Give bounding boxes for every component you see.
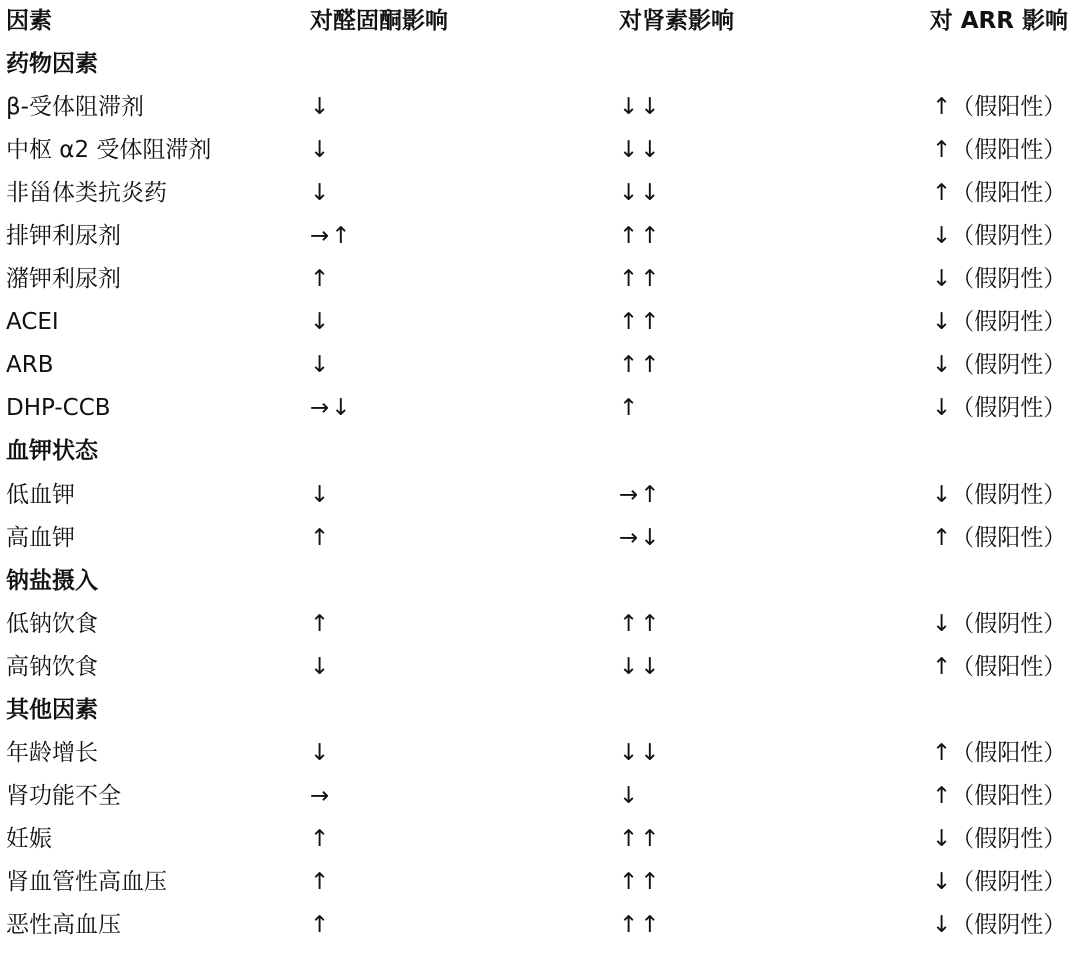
renin-effect-cell: ↑↑ [619,309,662,336]
table-row [0,129,1080,172]
section-title: 药物因素 [6,51,98,78]
header-arr-effect: 对 ARR 影响 [929,8,1068,35]
header-factor: 因素 [6,8,52,35]
arr-effect-cell: ↑（假阳性） [932,782,1067,809]
factor-cell: 中枢 α2 受体阻滞剂 [6,137,212,164]
table-body [0,43,1080,947]
aldosterone-effect-cell: →↑ [310,223,353,250]
arr-effect-cell: ↑（假阳性） [932,180,1067,207]
aldosterone-effect-cell: ↓ [310,137,332,164]
aldosterone-effect-cell: ↑ [310,825,332,852]
renin-effect-cell: →↓ [619,524,662,551]
renin-effect-cell: ↑↑ [619,868,662,895]
aldosterone-effect-cell: ↓ [310,180,332,207]
arr-effect-cell: ↓（假阴性） [932,481,1067,508]
table-row [0,387,1080,430]
renin-effect-cell: ↓↓ [619,653,662,680]
factor-cell: 排钾利尿剂 [6,223,121,250]
factor-cell: 年龄增长 [6,739,98,766]
table-row [0,258,1080,301]
factor-cell: ARB [6,352,54,379]
arr-effect-cell: ↑（假阳性） [932,137,1067,164]
factor-cell: 低血钾 [6,481,75,508]
renin-effect-cell: ↑↑ [619,610,662,637]
arr-effect-cell: ↑（假阳性） [932,653,1067,680]
aldosterone-effect-cell: ↑ [310,868,332,895]
arr-effect-cell: ↓（假阴性） [932,352,1067,379]
renin-effect-cell: ↑↑ [619,912,662,938]
factor-cell: 潴钾利尿剂 [6,266,121,293]
arr-effect-cell: ↓（假阴性） [932,266,1067,293]
aldosterone-effect-cell: ↑ [310,912,332,938]
renin-effect-cell: ↓↓ [619,739,662,766]
renin-effect-cell: ↓↓ [619,137,662,164]
aldosterone-effect-cell: ↓ [310,352,332,379]
aldosterone-effect-cell: ↓ [310,309,332,336]
aldosterone-effect-cell: ↓ [310,739,332,766]
arr-effect-cell: ↓（假阴性） [932,825,1067,852]
renin-effect-cell: →↑ [619,481,662,508]
section-row [0,689,1080,732]
factor-cell: 肾功能不全 [6,782,121,809]
aldosterone-effect-cell: ↑ [310,524,332,551]
aldosterone-effect-cell: ↑ [310,610,332,637]
table-row [0,646,1080,689]
aldosterone-effect-cell: ↓ [310,94,332,121]
arr-effect-cell: ↓（假阴性） [932,610,1067,637]
table-row [0,301,1080,344]
section-row [0,560,1080,603]
section-title: 其他因素 [6,696,98,723]
table-row [0,474,1080,517]
table-header-row [0,0,1080,43]
factor-cell: 肾血管性高血压 [6,868,167,895]
factor-cell: 非甾体类抗炎药 [6,180,167,207]
renin-effect-cell: ↑↑ [619,223,662,250]
arr-effect-cell: ↑（假阳性） [932,739,1067,766]
aldosterone-effect-cell: ↓ [310,481,332,508]
table-row [0,344,1080,387]
section-title: 钠盐摄入 [6,567,98,594]
table-row [0,86,1080,129]
arr-effect-cell: ↑（假阳性） [932,94,1067,121]
table-row [0,818,1080,861]
arr-effect-cell: ↓（假阴性） [932,395,1067,422]
factor-cell: DHP-CCB [6,395,111,422]
aldosterone-effect-cell: →↓ [310,395,353,422]
table-row [0,732,1080,775]
aldosterone-effect-cell: ↑ [310,266,332,293]
arr-effect-cell: ↓（假阴性） [932,309,1067,336]
table-row [0,775,1080,818]
factor-cell: β-受体阻滞剂 [6,94,144,121]
section-row [0,43,1080,86]
renin-effect-cell: ↓↓ [619,180,662,207]
renin-effect-cell: ↑↑ [619,266,662,293]
section-row [0,430,1080,473]
arr-effect-cell: ↓（假阴性） [932,223,1067,250]
arr-effect-cell: ↓（假阴性） [932,868,1067,895]
renin-effect-cell: ↓ [619,782,641,809]
table-row [0,861,1080,904]
renin-effect-cell: ↑↑ [619,352,662,379]
table-row [0,172,1080,215]
renin-effect-cell: ↓↓ [619,94,662,121]
factor-cell: 恶性高血压 [6,912,121,938]
factor-cell: 妊娠 [6,825,52,852]
factor-cell: ACEI [6,309,59,336]
renin-effect-cell: ↑↑ [619,825,662,852]
table-row [0,215,1080,258]
factor-cell: 低钠饮食 [6,610,98,637]
aldosterone-effect-cell: ↓ [310,653,332,680]
arr-effect-cell: ↑（假阳性） [932,524,1067,551]
header-renin-effect: 对肾素影响 [619,8,734,35]
factor-cell: 高钠饮食 [6,653,98,680]
table-row [0,904,1080,947]
table-row [0,517,1080,560]
section-title: 血钾状态 [6,438,98,465]
arr-effect-cell: ↓（假阴性） [932,912,1067,938]
renin-effect-cell: ↑ [619,395,641,422]
header-aldosterone-effect: 对醛固酮影响 [310,8,448,35]
aldosterone-effect-cell: → [310,782,332,809]
table-row [0,603,1080,646]
factor-cell: 高血钾 [6,524,75,551]
